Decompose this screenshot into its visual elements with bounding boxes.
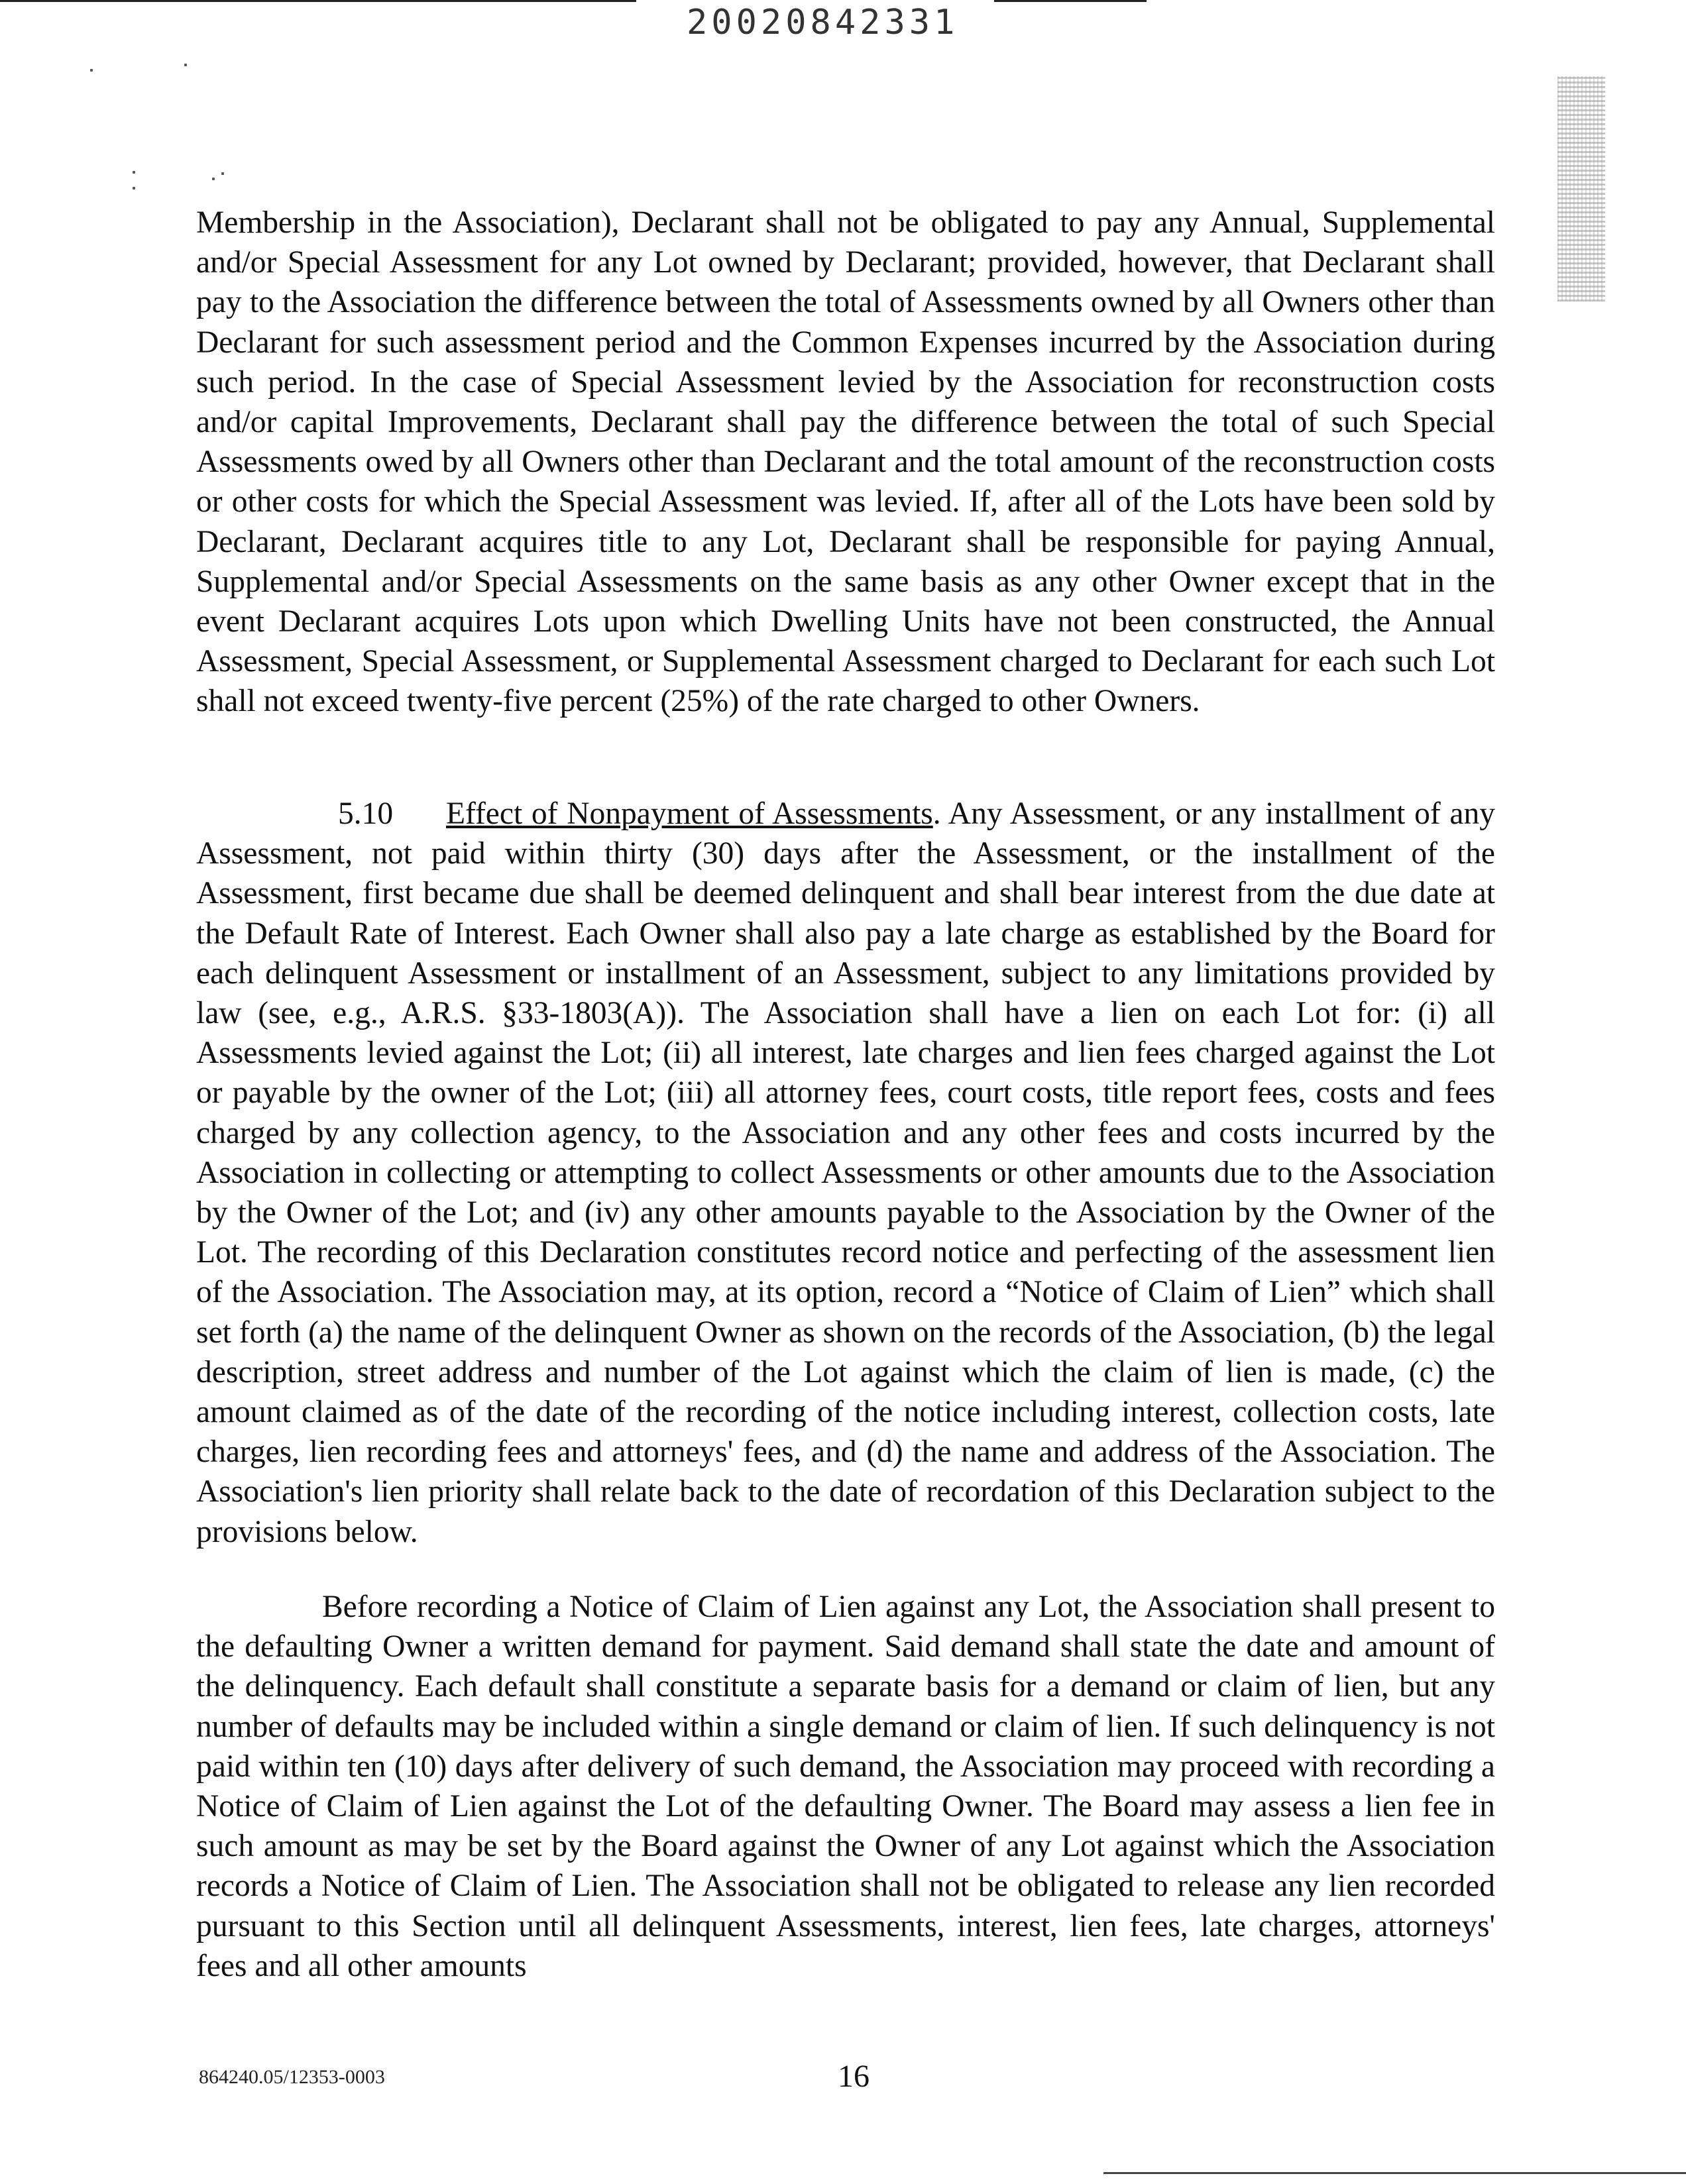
- scan-speck: [212, 178, 215, 180]
- scan-speck: [90, 69, 93, 72]
- scan-speck: [184, 64, 187, 66]
- scan-speck: [133, 187, 135, 190]
- section-body: . Any Assessment, or any installment of any Assessment, not paid within thirty (30) days after the Assessment, or the installment of the Assessment, first became due shall be deemed delinquent and shall bear interest from the due date at the Default Rate of Interest. Each Owner shall also pay a late charge as established by the Board for each delinquent Assessment or installment of an Assessment, subject to any limitations provided by law (see, e.g., A.R.S. §33-1803(A)). The Association shall have a lien on each Lot for: (i) all Assessments levied against the Lot; (ii) all interest, late charges and lien fees charged against the Lot or payable by the owner of the Lot; (iii) all attorney fees, court costs, title report fees, costs and fees charged by any collection agency, to the Association and any other fees and costs incurred by the Association in collecting or attempting to collect Assessments or other amounts due to the Association by the Owner of the Lot; and (iv) any other amounts payable to the Association by the Owner of the Lot. The recording of this Declaration constitutes record notice and perfecting of the assessment lien of the Association. The Association may, at its option, record a “Notice of Claim of Lien” which shall set forth (a) the name of the delinquent Owner as shown on the records of the Association, (b) the legal description, street address and number of the Lot against which the claim of lien is made, (c) the amount claimed as of the date of the recording of the notice including interest, collection costs, late charges, lien recording fees and attorneys' fees, and (d) the name and address of the Association. The Association's lien priority shall relate back to the date of recordation of this Declaration subject to the provisions below.: [196, 796, 1495, 1549]
- top-rule-left: [0, 0, 636, 2]
- scan-speck: [133, 171, 135, 174]
- recording-number: 20020842331: [687, 3, 959, 42]
- bottom-rule: [1103, 2172, 1686, 2174]
- margin-stamp-mark: [1557, 76, 1605, 301]
- page-number: 16: [838, 2059, 870, 2094]
- footer-document-code: 864240.05/12353-0003: [199, 2066, 385, 2088]
- paragraph-section-5-10: [196, 794, 1495, 1552]
- top-rule-right: [994, 0, 1147, 2]
- paragraph-lien-demand-text: Before recording a Notice of Claim of Lien against any Lot, the Association shall present to the defaulting Owner a written demand for payment. Said demand shall state the date and amount of the delinquency. Each default shall constitute a separate basis for a demand or claim of lien, but any number of defaults may be included within a single demand or claim of lien. If such delinquency is not paid within ten (10) days after delivery of such demand, the Association may proceed with recording a Notice of Claim of Lien against the Lot of the defaulting Owner. The Board may assess a lien fee in such amount as may be set by the Board against the Owner of any Lot against which the Association records a Notice of Claim of Lien. The Association shall not be obligated to release any lien recorded pursuant to this Section until all delinquent Assessments, interest, lien fees, late charges, attorneys' fees and all other amounts: [196, 1590, 1495, 1983]
- section-number: 5.10: [338, 796, 394, 831]
- section-title: Effect of Nonpayment of Assessments: [446, 796, 933, 831]
- paragraph-lien-demand: [196, 1587, 1495, 1986]
- scan-speck: [221, 172, 224, 175]
- paragraph-assessment-obligation: Membership in the Association), Declarant shall not be obligated to pay any Annual, Supplemental and/or Special Assessment for any Lot owned by Declarant; provided, however, that Declarant shall pay to the Association the difference between the total of Assessments owned by all Owners other than Declarant for such assessment period and the Common Expenses incurred by the Association during such period. In the case of Special Assessment levied by the Association for reconstruction costs and/or capital Improvements, Declarant shall pay the difference between the total of such Special Assessments owed by all Owners other than Declarant and the total amount of the reconstruction costs or other costs for which the Special Assessment was levied. If, after all of the Lots have been sold by Declarant, Declarant acquires title to any Lot, Declarant shall be responsible for paying Annual, Supplemental and/or Special Assessments on the same basis as any other Owner except that in the event Declarant acquires Lots upon which Dwelling Units have not been constructed, the Annual Assessment, Special Assessment, or Supplemental Assessment charged to Declarant for each such Lot shall not exceed twenty-five percent (25%) of the rate charged to other Owners.: [196, 205, 1495, 719]
